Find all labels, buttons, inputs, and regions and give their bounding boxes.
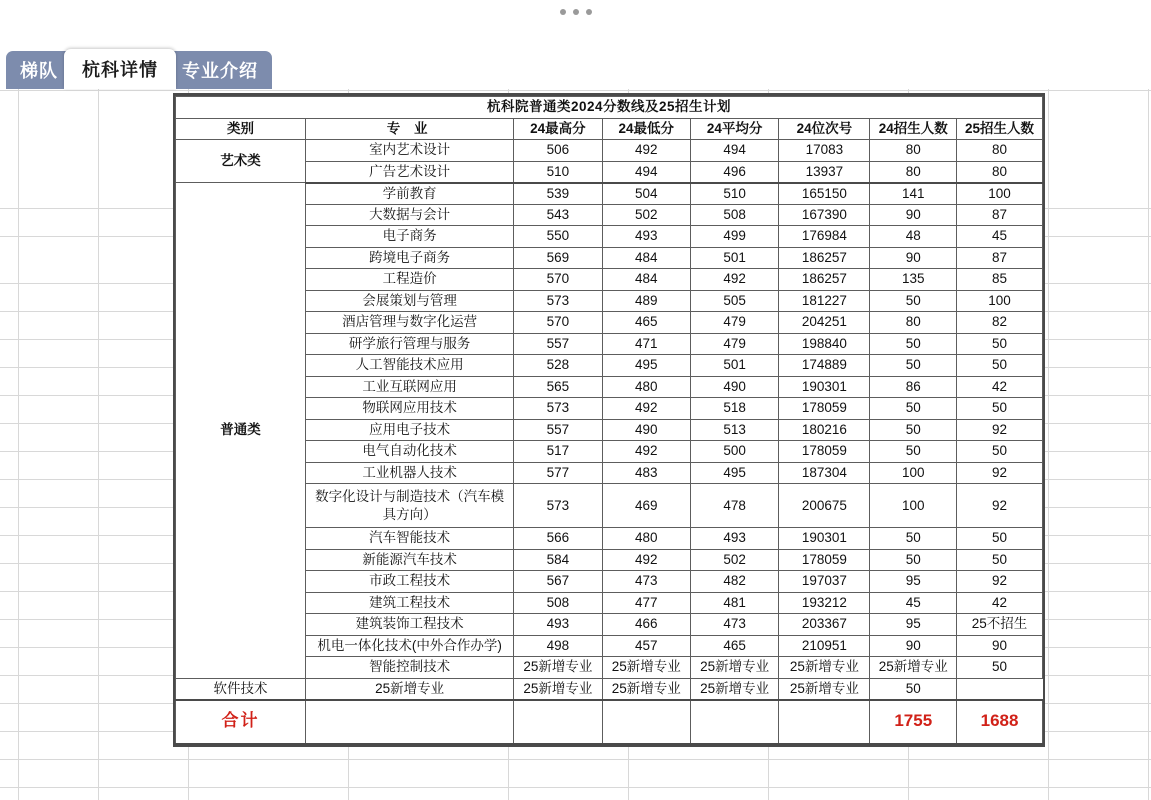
cell-plan-2025: 92 bbox=[957, 419, 1043, 441]
table-row bbox=[176, 269, 1043, 291]
cell-max-2024: 573 bbox=[514, 398, 602, 420]
cell-plan-2025: 50 bbox=[957, 333, 1043, 355]
cell-category: 艺术类 bbox=[176, 140, 306, 183]
score-plan-table-container bbox=[173, 93, 1045, 747]
cell-min-2024: 480 bbox=[602, 376, 690, 398]
cell-plan-2024: 50 bbox=[870, 441, 957, 463]
cell-plan-2024: 45 bbox=[870, 592, 957, 614]
cell-max-2024: 506 bbox=[514, 140, 602, 162]
cell-avg-2024: 502 bbox=[690, 549, 778, 571]
cell-avg-2024: 481 bbox=[690, 592, 778, 614]
cell-min-2024: 484 bbox=[602, 269, 690, 291]
cell-plan-2025: 25不招生 bbox=[957, 614, 1043, 636]
cell-rank-2024: 176984 bbox=[779, 226, 870, 248]
table-row bbox=[176, 635, 1043, 657]
table-row bbox=[176, 290, 1043, 312]
table-row bbox=[176, 614, 1043, 636]
cell-category: 普通类 bbox=[176, 183, 306, 679]
cell-min-2024: 465 bbox=[602, 312, 690, 334]
grid-row-line bbox=[0, 759, 1151, 760]
cell-plan-2025: 50 bbox=[957, 355, 1043, 377]
cell-plan-2025: 80 bbox=[957, 161, 1043, 183]
cell-plan-2025: 42 bbox=[957, 376, 1043, 398]
cell-max-2024: 577 bbox=[514, 462, 602, 484]
cell-major-name: 人工智能技术应用 bbox=[306, 355, 514, 377]
cell-plan-2025: 92 bbox=[957, 462, 1043, 484]
cell-major-name: 物联网应用技术 bbox=[306, 398, 514, 420]
cell-plan-2024: 80 bbox=[870, 140, 957, 162]
cell-min-2024: 466 bbox=[602, 614, 690, 636]
cell-max-2024: 543 bbox=[514, 204, 602, 226]
cell-avg-2024: 478 bbox=[690, 484, 778, 528]
cell-major-name: 智能控制技术 bbox=[306, 657, 514, 679]
table-row bbox=[176, 398, 1043, 420]
cell-min-2024: 489 bbox=[602, 290, 690, 312]
cell-plan-2025: 50 bbox=[957, 441, 1043, 463]
cell-avg-2024: 25新增专业 bbox=[690, 657, 778, 679]
cell-min-2024: 457 bbox=[602, 635, 690, 657]
cell-plan-2025: 100 bbox=[957, 183, 1043, 205]
cell-major-name: 跨境电子商务 bbox=[306, 247, 514, 269]
table-row bbox=[176, 441, 1043, 463]
cell-max-2024: 493 bbox=[514, 614, 602, 636]
cell-max-2024: 550 bbox=[514, 226, 602, 248]
cell-avg-2024: 495 bbox=[690, 462, 778, 484]
cell-total-plan-2025: 1688 bbox=[957, 700, 1043, 744]
cell-rank-2024: 174889 bbox=[779, 355, 870, 377]
grid-row-line bbox=[0, 90, 1151, 91]
cell-rank-2024: 193212 bbox=[779, 592, 870, 614]
cell-plan-2025: 85 bbox=[957, 269, 1043, 291]
cell-rank-2024: 187304 bbox=[779, 462, 870, 484]
cell-plan-2024: 80 bbox=[870, 161, 957, 183]
cell-min-2024: 492 bbox=[602, 549, 690, 571]
cell-rank-2024: 178059 bbox=[779, 549, 870, 571]
tab-hangke-detail[interactable]: 杭科详情 bbox=[64, 49, 176, 89]
table-row bbox=[176, 204, 1043, 226]
cell-plan-2024: 25新增专业 bbox=[779, 678, 870, 700]
cell-plan-2024: 100 bbox=[870, 462, 957, 484]
cell-avg-2024: 465 bbox=[690, 635, 778, 657]
header-rank-2024: 24位次号 bbox=[779, 118, 870, 140]
cell-plan-2024: 80 bbox=[870, 312, 957, 334]
cell-min-2024: 484 bbox=[602, 247, 690, 269]
header-plan-2025: 25招生人数 bbox=[957, 118, 1043, 140]
cell-avg-2024: 473 bbox=[690, 614, 778, 636]
table-row bbox=[176, 528, 1043, 550]
cell-major-name: 大数据与会计 bbox=[306, 204, 514, 226]
table-row bbox=[176, 355, 1043, 377]
cell-plan-2024: 50 bbox=[870, 419, 957, 441]
table-title: 杭科院普通类2024分数线及25招生计划 bbox=[176, 97, 1043, 119]
table-row bbox=[176, 484, 1043, 528]
header-min-2024: 24最低分 bbox=[602, 118, 690, 140]
sheet-tab-bar bbox=[6, 49, 272, 89]
cell-major-name: 研学旅行管理与服务 bbox=[306, 333, 514, 355]
cell-avg-2024: 505 bbox=[690, 290, 778, 312]
cell-major-name: 工业互联网应用 bbox=[306, 376, 514, 398]
header-category: 类别 bbox=[176, 118, 306, 140]
cell-rank-2024: 167390 bbox=[779, 204, 870, 226]
cell-min-2024: 477 bbox=[602, 592, 690, 614]
cell-min-2024: 494 bbox=[602, 161, 690, 183]
cell-min-2024: 483 bbox=[602, 462, 690, 484]
cell-plan-2025: 87 bbox=[957, 204, 1043, 226]
cell-rank-2024: 197037 bbox=[779, 571, 870, 593]
cell-plan-2025: 100 bbox=[957, 290, 1043, 312]
cell-avg-2024: 25新增专业 bbox=[602, 678, 690, 700]
cell-plan-2025: 50 bbox=[870, 678, 957, 700]
table-row bbox=[176, 140, 1043, 162]
cell-rank-2024: 180216 bbox=[779, 419, 870, 441]
cell-max-2024: 569 bbox=[514, 247, 602, 269]
cell-max-2024: 508 bbox=[514, 592, 602, 614]
cell-major-name: 建筑装饰工程技术 bbox=[306, 614, 514, 636]
cell-avg-2024: 492 bbox=[690, 269, 778, 291]
cell-avg-2024: 479 bbox=[690, 312, 778, 334]
cell-max-2024: 528 bbox=[514, 355, 602, 377]
cell-rank-2024: 165150 bbox=[779, 183, 870, 205]
cell-rank-2024: 186257 bbox=[779, 247, 870, 269]
dot-1 bbox=[560, 9, 566, 15]
cell-total-min-2024 bbox=[602, 700, 690, 744]
cell-total-avg-2024 bbox=[690, 700, 778, 744]
cell-avg-2024: 500 bbox=[690, 441, 778, 463]
cell-min-2024: 492 bbox=[602, 398, 690, 420]
dot-2 bbox=[573, 9, 579, 15]
cell-major-name: 学前教育 bbox=[306, 183, 514, 205]
table-row bbox=[176, 226, 1043, 248]
cell-plan-2024: 50 bbox=[870, 528, 957, 550]
cell-plan-2024: 95 bbox=[870, 614, 957, 636]
cell-major-name: 市政工程技术 bbox=[306, 571, 514, 593]
cell-min-2024: 495 bbox=[602, 355, 690, 377]
cell-plan-2025: 50 bbox=[957, 398, 1043, 420]
cell-rank-2024: 13937 bbox=[779, 161, 870, 183]
table-row bbox=[176, 312, 1043, 334]
cell-plan-2025: 50 bbox=[957, 657, 1043, 679]
cell-plan-2025: 80 bbox=[957, 140, 1043, 162]
cell-major-name: 工程造价 bbox=[306, 269, 514, 291]
more-dots-icon bbox=[0, 5, 1151, 19]
cell-avg-2024: 482 bbox=[690, 571, 778, 593]
cell-major-name: 汽车智能技术 bbox=[306, 528, 514, 550]
cell-rank-2024: 17083 bbox=[779, 140, 870, 162]
grid-column-line bbox=[1048, 89, 1049, 800]
table-row bbox=[176, 376, 1043, 398]
table-row bbox=[176, 462, 1043, 484]
table-row bbox=[176, 571, 1043, 593]
cell-plan-2025: 87 bbox=[957, 247, 1043, 269]
table-row bbox=[176, 183, 1043, 205]
table-total-row bbox=[176, 700, 1043, 744]
header-major: 专 业 bbox=[306, 118, 514, 140]
cell-rank-2024: 203367 bbox=[779, 614, 870, 636]
cell-avg-2024: 501 bbox=[690, 355, 778, 377]
cell-min-2024: 473 bbox=[602, 571, 690, 593]
cell-major-name: 软件技术 bbox=[176, 678, 306, 700]
table-title-row bbox=[176, 97, 1043, 119]
grid-column-line bbox=[18, 89, 19, 800]
cell-min-2024: 469 bbox=[602, 484, 690, 528]
cell-rank-2024: 190301 bbox=[779, 376, 870, 398]
cell-major-name: 数字化设计与制造技术（汽车模具方向） bbox=[306, 484, 514, 528]
cell-avg-2024: 494 bbox=[690, 140, 778, 162]
cell-max-2024: 573 bbox=[514, 290, 602, 312]
cell-major-name: 建筑工程技术 bbox=[306, 592, 514, 614]
cell-max-2024: 557 bbox=[514, 333, 602, 355]
cell-avg-2024: 496 bbox=[690, 161, 778, 183]
cell-max-2024: 567 bbox=[514, 571, 602, 593]
grid-column-line bbox=[98, 89, 99, 800]
cell-plan-2024: 95 bbox=[870, 571, 957, 593]
cell-plan-2025: 92 bbox=[957, 571, 1043, 593]
cell-max-2024: 498 bbox=[514, 635, 602, 657]
cell-max-2024: 517 bbox=[514, 441, 602, 463]
cell-max-2024: 570 bbox=[514, 312, 602, 334]
cell-max-2024: 510 bbox=[514, 161, 602, 183]
cell-plan-2024: 141 bbox=[870, 183, 957, 205]
tab-tidui[interactable]: 梯队 bbox=[6, 51, 72, 89]
cell-avg-2024: 518 bbox=[690, 398, 778, 420]
cell-major-name: 室内艺术设计 bbox=[306, 140, 514, 162]
cell-major-name: 电子商务 bbox=[306, 226, 514, 248]
table-row bbox=[176, 161, 1043, 183]
table-header-row bbox=[176, 118, 1043, 140]
cell-plan-2025: 90 bbox=[957, 635, 1043, 657]
cell-plan-2024: 100 bbox=[870, 484, 957, 528]
cell-max-2024: 25新增专业 bbox=[514, 657, 602, 679]
cell-plan-2024: 48 bbox=[870, 226, 957, 248]
cell-rank-2024: 204251 bbox=[779, 312, 870, 334]
cell-max-2024: 573 bbox=[514, 484, 602, 528]
cell-plan-2024: 90 bbox=[870, 247, 957, 269]
cell-min-2024: 480 bbox=[602, 528, 690, 550]
cell-plan-2024: 86 bbox=[870, 376, 957, 398]
cell-plan-2024: 50 bbox=[870, 290, 957, 312]
header-max-2024: 24最高分 bbox=[514, 118, 602, 140]
cell-min-2024: 492 bbox=[602, 441, 690, 463]
cell-major-name: 电气自动化技术 bbox=[306, 441, 514, 463]
cell-max-2024: 539 bbox=[514, 183, 602, 205]
cell-avg-2024: 490 bbox=[690, 376, 778, 398]
cell-major-name: 应用电子技术 bbox=[306, 419, 514, 441]
tab-major-intro[interactable]: 专业介绍 bbox=[168, 51, 272, 89]
cell-plan-2024: 50 bbox=[870, 355, 957, 377]
cell-max-2024: 566 bbox=[514, 528, 602, 550]
cell-max-2024: 565 bbox=[514, 376, 602, 398]
cell-total-label: 合计 bbox=[176, 700, 306, 744]
cell-max-2024: 584 bbox=[514, 549, 602, 571]
cell-rank-2024: 186257 bbox=[779, 269, 870, 291]
cell-avg-2024: 493 bbox=[690, 528, 778, 550]
cell-plan-2025: 82 bbox=[957, 312, 1043, 334]
cell-major-name: 工业机器人技术 bbox=[306, 462, 514, 484]
cell-avg-2024: 501 bbox=[690, 247, 778, 269]
cell-plan-2025: 42 bbox=[957, 592, 1043, 614]
cell-major-name: 新能源汽车技术 bbox=[306, 549, 514, 571]
cell-major-name: 机电一体化技术(中外合作办学) bbox=[306, 635, 514, 657]
cell-avg-2024: 479 bbox=[690, 333, 778, 355]
cell-rank-2024: 25新增专业 bbox=[690, 678, 778, 700]
cell-min-2024: 502 bbox=[602, 204, 690, 226]
table-row bbox=[176, 419, 1043, 441]
score-plan-table bbox=[175, 96, 1043, 745]
cell-major-name: 酒店管理与数字化运营 bbox=[306, 312, 514, 334]
cell-plan-2025: 50 bbox=[957, 528, 1043, 550]
cell-plan-2024: 135 bbox=[870, 269, 957, 291]
cell-min-2024: 493 bbox=[602, 226, 690, 248]
cell-min-2024: 471 bbox=[602, 333, 690, 355]
cell-rank-2024: 190301 bbox=[779, 528, 870, 550]
grid-row-line bbox=[0, 787, 1151, 788]
cell-rank-2024: 200675 bbox=[779, 484, 870, 528]
cell-plan-2024: 50 bbox=[870, 333, 957, 355]
cell-avg-2024: 499 bbox=[690, 226, 778, 248]
cell-plan-2024: 50 bbox=[870, 398, 957, 420]
table-row bbox=[176, 657, 1043, 679]
cell-min-2024: 25新增专业 bbox=[602, 657, 690, 679]
table-row bbox=[176, 678, 1043, 700]
cell-plan-2025: 92 bbox=[957, 484, 1043, 528]
cell-plan-2024: 90 bbox=[870, 204, 957, 226]
cell-total-plan-2024: 1755 bbox=[870, 700, 957, 744]
cell-avg-2024: 513 bbox=[690, 419, 778, 441]
table-row bbox=[176, 247, 1043, 269]
cell-rank-2024: 198840 bbox=[779, 333, 870, 355]
cell-avg-2024: 510 bbox=[690, 183, 778, 205]
header-plan-2024: 24招生人数 bbox=[870, 118, 957, 140]
dot-3 bbox=[586, 9, 592, 15]
cell-min-2024: 504 bbox=[602, 183, 690, 205]
cell-max-2024: 25新增专业 bbox=[306, 678, 514, 700]
cell-major-name: 会展策划与管理 bbox=[306, 290, 514, 312]
table-row bbox=[176, 549, 1043, 571]
cell-rank-2024: 210951 bbox=[779, 635, 870, 657]
cell-plan-2025: 50 bbox=[957, 549, 1043, 571]
table-row bbox=[176, 333, 1043, 355]
cell-rank-2024: 178059 bbox=[779, 398, 870, 420]
cell-avg-2024: 508 bbox=[690, 204, 778, 226]
table-row bbox=[176, 592, 1043, 614]
cell-max-2024: 570 bbox=[514, 269, 602, 291]
cell-rank-2024: 181227 bbox=[779, 290, 870, 312]
header-avg-2024: 24平均分 bbox=[690, 118, 778, 140]
cell-total-max-2024 bbox=[514, 700, 602, 744]
cell-min-2024: 25新增专业 bbox=[514, 678, 602, 700]
cell-rank-2024: 178059 bbox=[779, 441, 870, 463]
cell-plan-2024: 50 bbox=[870, 549, 957, 571]
cell-plan-2024: 90 bbox=[870, 635, 957, 657]
cell-plan-2024: 25新增专业 bbox=[870, 657, 957, 679]
cell-min-2024: 490 bbox=[602, 419, 690, 441]
cell-max-2024: 557 bbox=[514, 419, 602, 441]
cell-plan-2025: 45 bbox=[957, 226, 1043, 248]
cell-min-2024: 492 bbox=[602, 140, 690, 162]
grid-column-line bbox=[1148, 89, 1149, 800]
cell-total-rank-2024 bbox=[779, 700, 870, 744]
cell-rank-2024: 25新增专业 bbox=[779, 657, 870, 679]
cell-major-name: 广告艺术设计 bbox=[306, 161, 514, 183]
cell-total-major bbox=[306, 700, 514, 744]
